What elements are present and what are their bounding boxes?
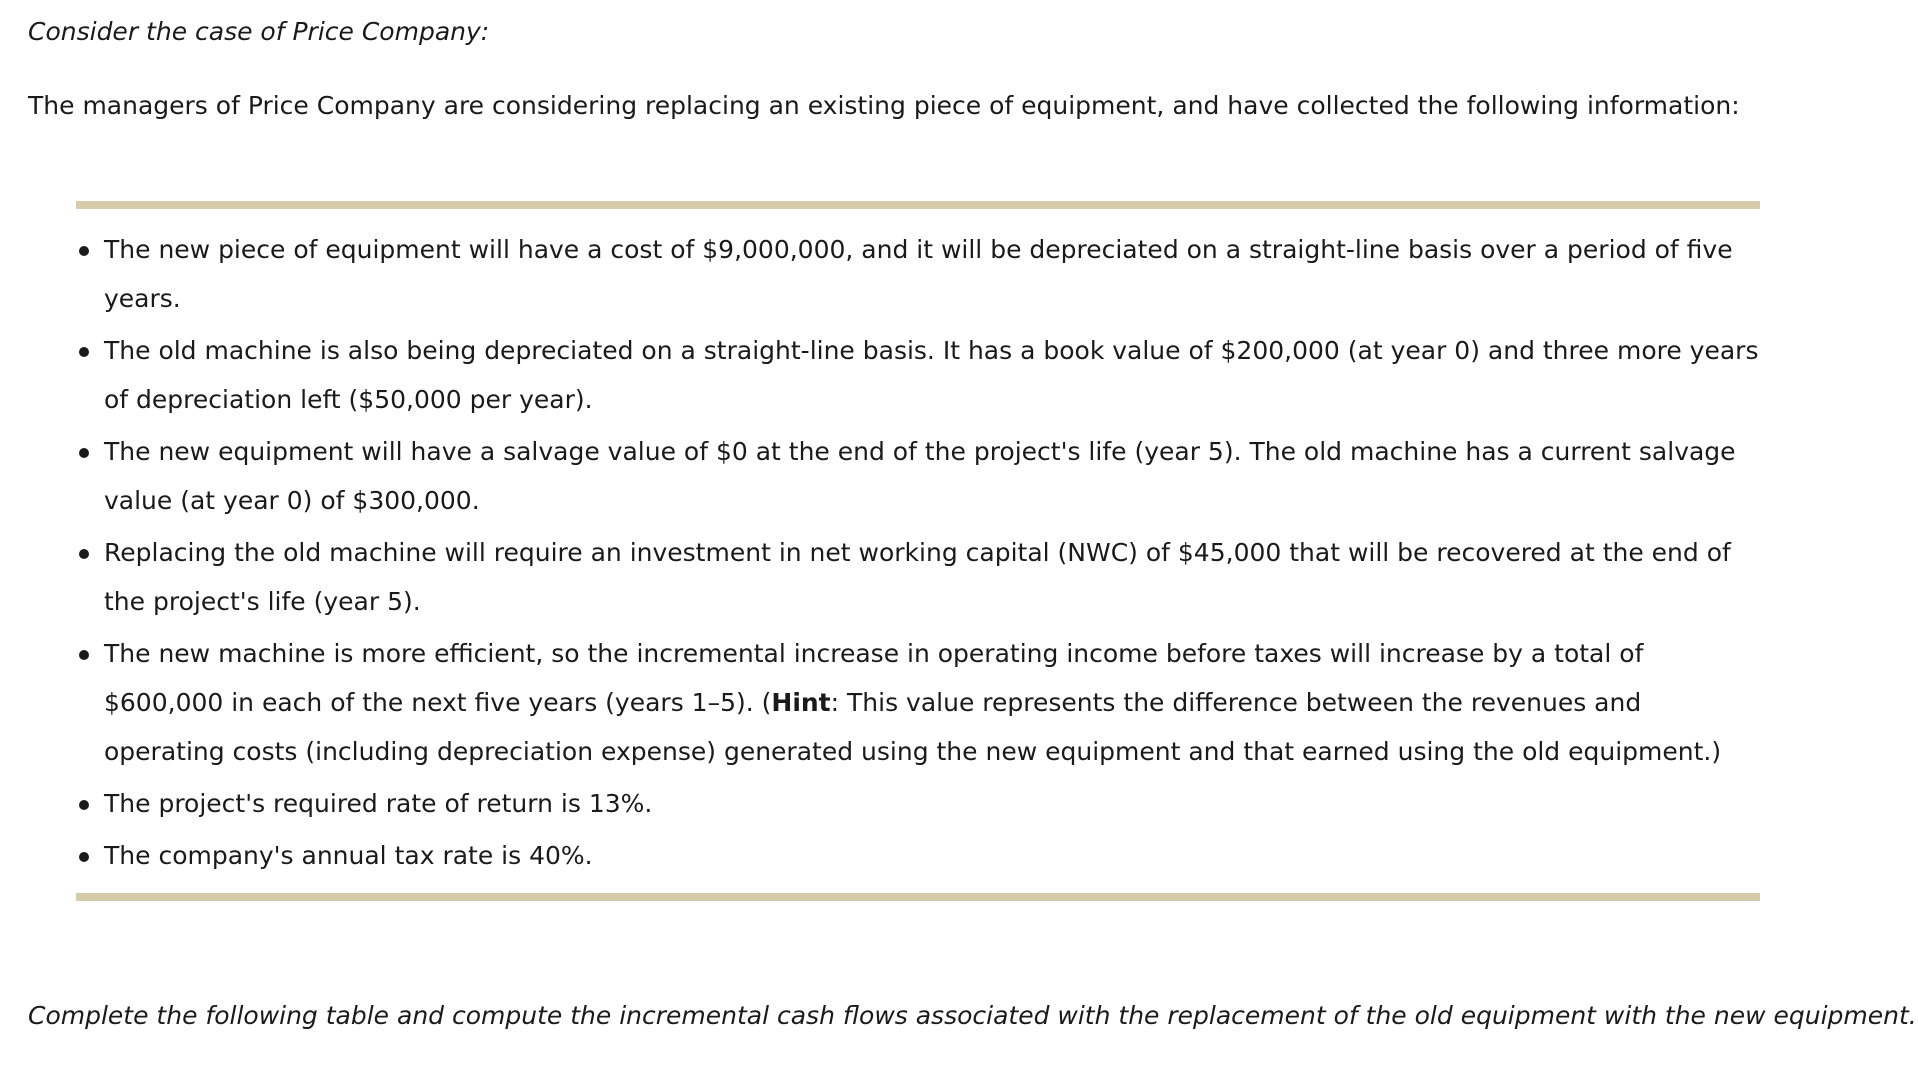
- bullet-icon: [79, 347, 89, 357]
- lead-paragraph: The managers of Price Company are considering replacing an existing piece of equipment, and have collected the following information:: [28, 91, 1740, 120]
- fact-text: The company's annual tax rate is 40%.: [104, 841, 593, 870]
- closing-instruction: Complete the following table and compute the incremental cash flows associated with the replacement of the old equipment with the new equipment.: [28, 1001, 1917, 1030]
- bullet-icon: [79, 246, 89, 256]
- fact-item: [76, 528, 1760, 626]
- fact-text: The old machine is also being depreciated on a straight-line basis. It has a book value of $200,000 (at year 0) and three more years of depreciation left ($50,000 per year).: [104, 336, 1759, 414]
- fact-text: The new equipment will have a salvage value of $0 at the end of the project's life (year 5). The old machine has a current salvage value (at year 0) of $300,000.: [104, 437, 1736, 515]
- intro-text: Consider the case of Price Company:: [28, 17, 490, 46]
- hint-label: Hint: [771, 688, 831, 717]
- fact-item: [76, 427, 1760, 525]
- fact-text-after-hint: : This value represents the difference between the revenues and operating costs (including depreciation expense) generated using the new equipment and that earned using the old equipment.): [104, 688, 1722, 766]
- fact-text-before-hint: The new machine is more efficient, so the incremental increase in operating income before taxes will increase by a total of $600,000 in each of the next five years (years 1–5). (: [104, 639, 1644, 717]
- fact-text: Replacing the old machine will require an investment in net working capital (NWC) of $45,000 that will be recovered at the end of the project's life (year 5).: [104, 538, 1731, 616]
- bullet-icon: [79, 650, 89, 660]
- fact-item: [76, 225, 1760, 323]
- fact-item: [76, 326, 1760, 424]
- fact-text: The new piece of equipment will have a cost of $9,000,000, and it will be depreciated on a straight-line basis over a period of five years.: [104, 235, 1733, 313]
- fact-item: [76, 629, 1760, 776]
- bullet-icon: [79, 800, 89, 810]
- bullet-icon: [79, 549, 89, 559]
- fact-item: [76, 779, 1760, 828]
- fact-text: The project's required rate of return is 13%.: [104, 789, 653, 818]
- bullet-icon: [79, 852, 89, 862]
- bullet-icon: [79, 448, 89, 458]
- facts-list: [76, 225, 1760, 883]
- fact-item: [76, 831, 1760, 880]
- bottom-divider: [76, 893, 1760, 901]
- top-divider: [76, 201, 1760, 209]
